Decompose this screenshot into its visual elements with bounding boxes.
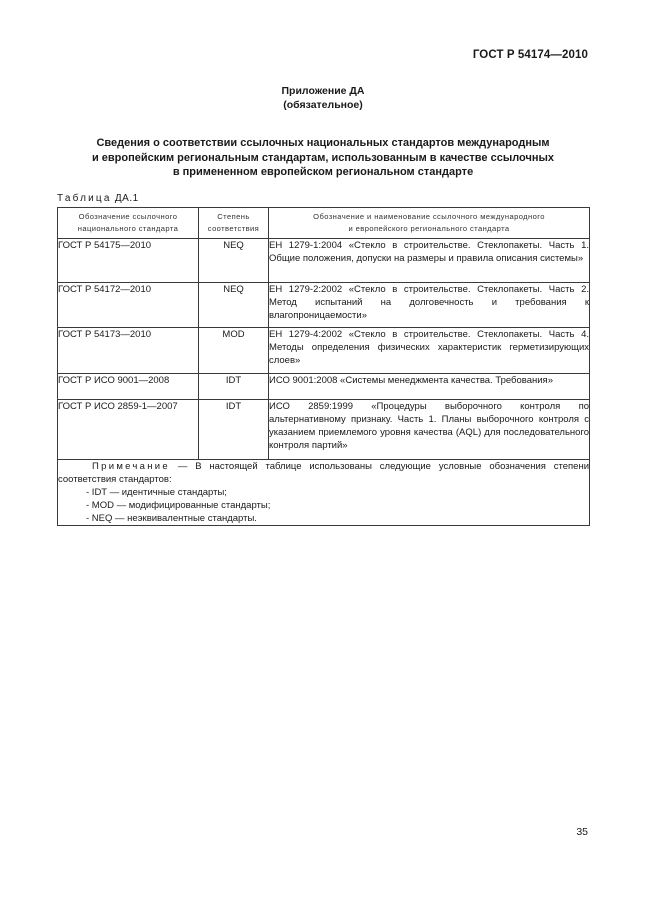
section-title-line-3: в примененном европейском региональном стандарте [172,166,474,178]
section-title [60,136,586,180]
cell-standard: ГОСТ Р ИСО 9001—2008 [58,374,199,400]
note-item-idt: - IDT — идентичные стандарты; [86,487,227,498]
table-row [58,239,590,283]
note-item-mod: - MOD — модифицированные стандарты; [86,500,271,511]
note-text [58,460,589,486]
cell-reference: ЕН 1279-4:2002 «Стекло в строительстве. Стеклопакеты. Часть 4. Методы определения физических характеристик герметизирующих слоев» [269,328,590,374]
note-label: Примечание [92,461,170,472]
cell-reference: ЕН 1279-1:2004 «Стекло в строительстве. Стеклопакеты. Часть 1. Общие положения, допуски на размеры и правила описания системы» [269,239,590,283]
cell-standard: ГОСТ Р 54173—2010 [58,328,199,374]
table-header-row [58,208,590,239]
page-number: 35 [576,826,588,838]
cell-standard: ГОСТ Р ИСО 2859-1—2007 [58,400,199,460]
note-item-neq: - NEQ — неэквивалентные стандарты. [86,513,257,524]
header-international-standard: Обозначение и наименование ссылочного международного и европейского регионального стандарта [269,208,590,239]
cell-standard: ГОСТ Р 54172—2010 [58,283,199,328]
header-national-standard: Обозначение ссылочного национального стандарта [58,208,199,239]
correspondence-table [57,207,590,526]
table-note [58,460,590,526]
annex-subtitle: (обязательное) [283,99,363,111]
header-degree-of-correspondence: Степень соответствия [199,208,269,239]
section-title-line-2: и европейским региональным стандартам, использованным в качестве ссылочных [91,151,555,164]
cell-degree: NEQ [199,283,269,328]
table-row [58,374,590,400]
table-row [58,400,590,460]
cell-standard: ГОСТ Р 54175—2010 [58,239,199,283]
table-row [58,328,590,374]
annex-title: Приложение ДА [281,85,365,97]
cell-degree: IDT [199,400,269,460]
note-body: — В настоящей таблице использованы следующие условные обозначения степени соответствия стандартов: [58,461,590,485]
table-label-number: ДА.1 [114,193,139,204]
cell-degree: IDT [199,374,269,400]
section-title-line-1: Сведения о соответствии ссылочных национальных стандартов международным [96,137,550,149]
cell-degree: NEQ [199,239,269,283]
table-note-row [58,460,590,526]
table-row [58,283,590,328]
document-header-id: ГОСТ Р 54174—2010 [472,49,588,61]
cell-reference: ИСО 9001:2008 «Системы менеджмента качества. Требования» [269,374,590,400]
cell-reference: ЕН 1279-2:2002 «Стекло в строительстве. Стеклопакеты. Часть 2. Метод испытаний на долговечность и требования к влагопроницаемости» [269,283,590,328]
cell-degree: MOD [199,328,269,374]
table-label [57,193,139,204]
annex-heading [0,84,646,112]
cell-reference: ИСО 2859:1999 «Процедуры выборочного контроля по альтернативному признаку. Часть 1. Планы выборочного контроля с указанием приемлемого уровня качества (AQL) для последовательного контроля партий» [269,400,590,460]
table-label-word: Таблица [57,193,112,204]
